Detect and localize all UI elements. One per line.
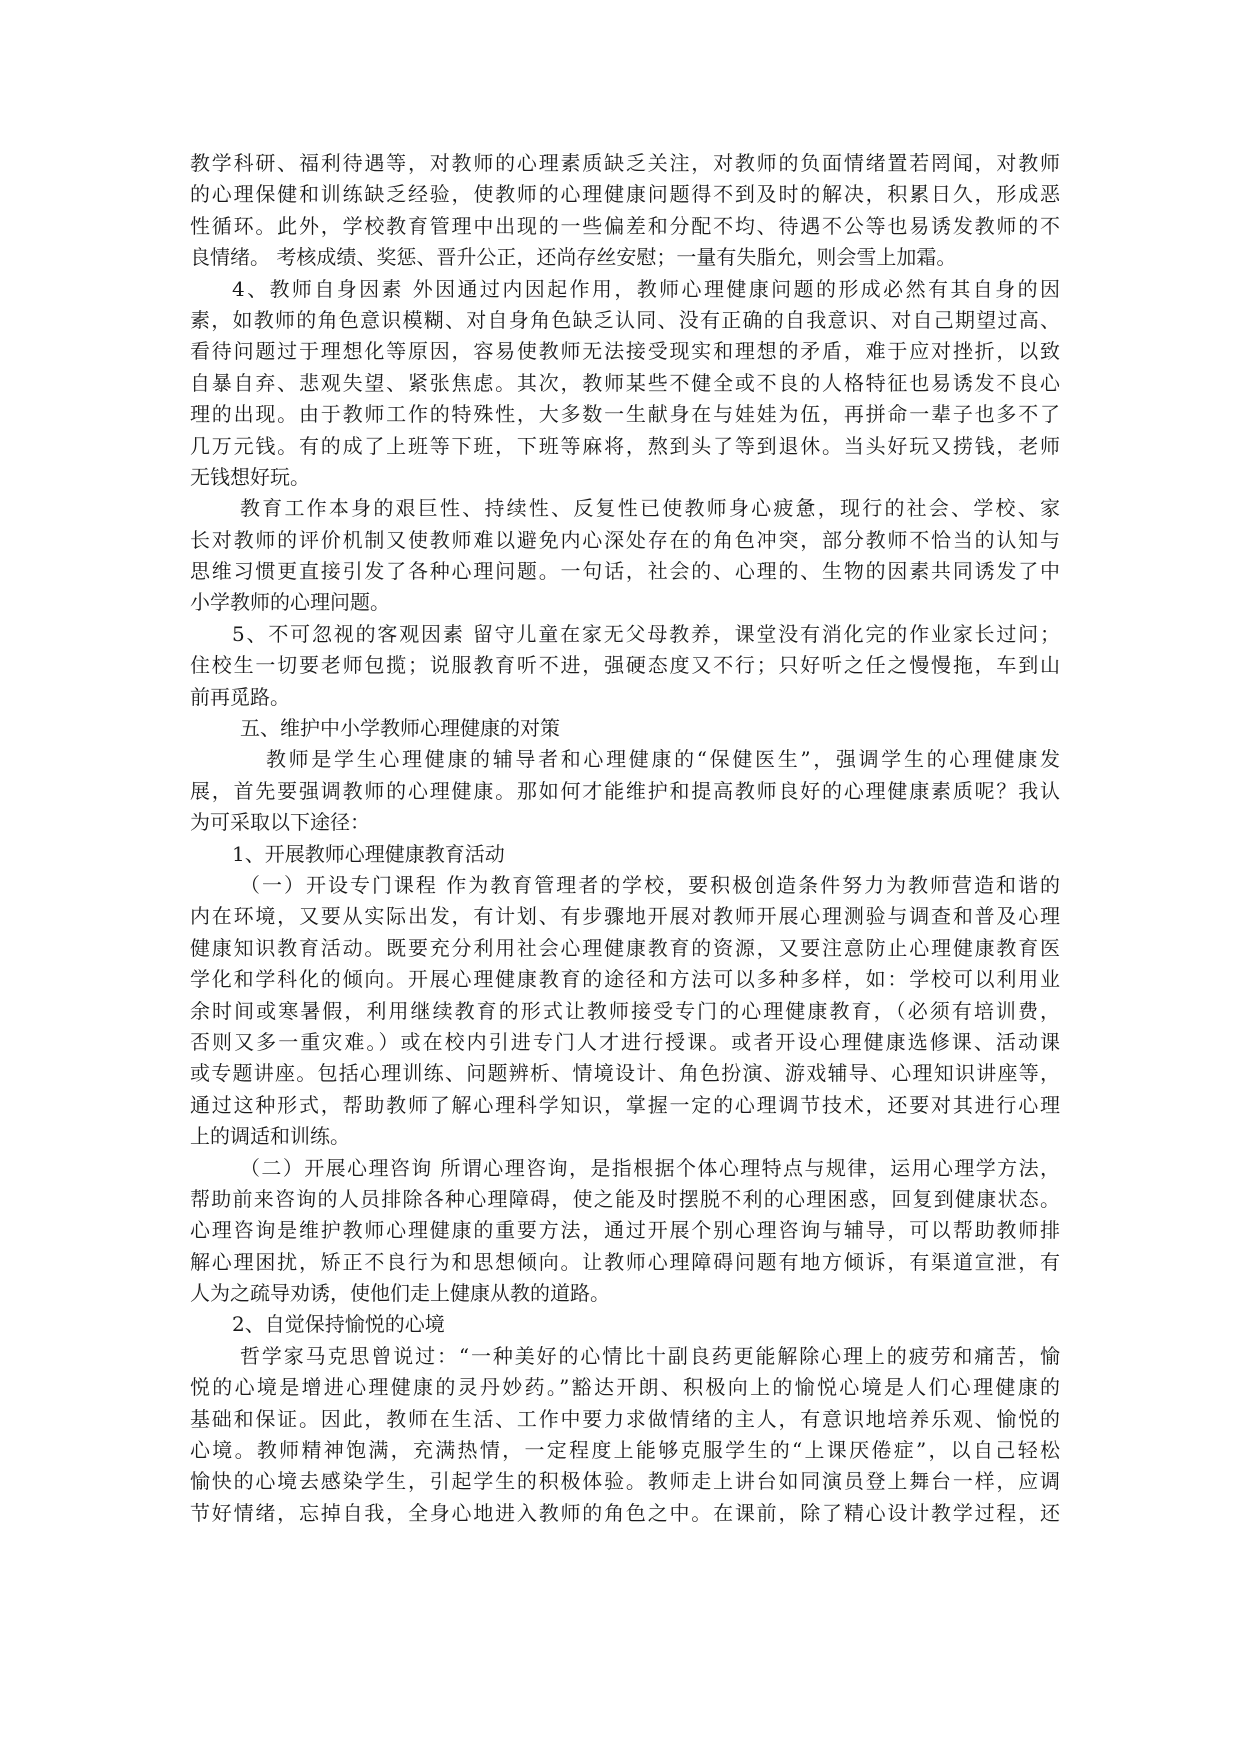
text-line: 住校生一切要老师包揽；说服教育听不进，强硬态度又不行；只好听之任之慢慢拖，车到山 [190, 653, 1060, 678]
text-line: 性循环。此外，学校教育管理中出现的一些偏差和分配不均、待遇不公等也易诱发教师的不 [190, 213, 1060, 238]
text-line: 理的出现。由于教师工作的特殊性，大多数一生献身在与娃娃为伍，再拼命一辈子也多不了 [190, 402, 1060, 427]
text-line: 健康知识教育活动。既要充分利用社会心理健康教育的资源，又要注意防止心理健康教育医 [190, 935, 1060, 960]
text-line: 的心理保健和训练缺乏经验，使教师的心理健康问题得不到及时的解决，积累日久，形成恶 [190, 182, 1060, 207]
section-heading-line: 4、教师自身因素 外因通过内因起作用，教师心理健康问题的形成必然有其自身的因 [232, 276, 1060, 301]
document-page [190, 148, 1060, 1529]
section-heading-line: 5、不可忽视的客观因素 留守儿童在家无父母教养，课堂没有消化完的作业家长过问； [232, 621, 1060, 646]
text-line: 心理咨询是维护教师心理健康的重要方法，通过开展个别心理咨询与辅导，可以帮助教师排 [190, 1218, 1060, 1243]
text-line: 展，首先要强调教师的心理健康。那如何才能维护和提高教师良好的心理健康素质呢？我认 [190, 778, 1060, 803]
text-line: 长对教师的评价机制又使教师难以避免内心深处存在的角色冲突，部分教师不恰当的认知与 [190, 527, 1060, 552]
text-line: 无钱想好玩。 [190, 464, 310, 489]
text-line: 节好情绪，忘掉自我，全身心地进入教师的角色之中。在课前，除了精心设计教学过程，还 [190, 1500, 1060, 1525]
text-line: 上的调适和训练。 [190, 1124, 350, 1149]
text-line: 思维习惯更直接引发了各种心理问题。一句话，社会的、心理的、生物的因素共同诱发了中 [190, 559, 1060, 584]
text-line: 几万元钱。有的成了上班等下班，下班等麻将，熬到头了等到退休。当头好玩又捞钱，老师 [190, 433, 1060, 458]
paragraph-start-line: 哲学家马克思曾说过：“一种美好的心情比十副良药更能解除心理上的疲劳和痛苦，愉 [240, 1343, 1060, 1368]
text-line: 看待问题过于理想化等原因，容易使教师无法接受现实和理想的矛盾，难于应对挫折，以致 [190, 339, 1060, 364]
text-line: 前再觅路。 [190, 684, 290, 709]
section-heading-line: 1、开展教师心理健康教育活动 [232, 841, 505, 866]
text-line: 小学教师的心理问题。 [190, 590, 390, 615]
text-line: 心境。教师精神饱满，充满热情，一定程度上能够克服学生的“上课厌倦症”，以自己轻松 [190, 1438, 1060, 1463]
text-line: 自暴自弃、悲观失望、紧张焦虑。其次，教师某些不健全或不良的人格特征也易诱发不良心 [190, 370, 1060, 395]
paragraph-start-line: 教师是学生心理健康的辅导者和心理健康的“保健医生”，强调学生的心理健康发 [266, 747, 1060, 772]
text-line: 学化和学科化的倾向。开展心理健康教育的途径和方法可以多种多样，如：学校可以利用业 [190, 967, 1060, 992]
text-line: 愉快的心境去感染学生，引起学生的积极体验。教师走上讲台如同演员登上舞台一样，应调 [190, 1469, 1060, 1494]
text-line: 帮助前来咨询的人员排除各种心理障碍，使之能及时摆脱不利的心理困惑，回复到健康状态。 [190, 1186, 1060, 1211]
text-line: 通过这种形式，帮助教师了解心理科学知识，掌握一定的心理调节技术，还要对其进行心理 [190, 1092, 1060, 1117]
text-line: 良情绪。 考核成绩、奖惩、晋升公正，还尚存丝安慰；一量有失脂允，则会雪上加霜。 [190, 245, 957, 270]
text-line: 为可采取以下途径： [190, 810, 370, 835]
text-line: 余时间或寒暑假，利用继续教育的形式让教师接受专门的心理健康教育，（必须有培训费， [190, 998, 1060, 1023]
text-line: 教学科研、福利待遇等，对教师的心理素质缺乏关注，对教师的负面情绪置若罔闻，对教师 [190, 151, 1060, 175]
text-line: 素，如教师的角色意识模糊、对自身角色缺乏认同、没有正确的自我意识、对自己期望过高、 [190, 307, 1060, 332]
subsection-heading-line: （一）开设专门课程 作为教育管理者的学校，要积极创造条件努力为教师营造和谐的 [240, 872, 1060, 897]
text-line: 内在环境，又要从实际出发，有计划、有步骤地开展对教师开展心理测验与调查和普及心理 [190, 904, 1060, 929]
text-line: 解心理困扰，矫正不良行为和思想倾向。让教师心理障碍问题有地方倾诉，有渠道宣泄，有 [190, 1249, 1060, 1274]
chapter-heading: 五、维护中小学教师心理健康的对策 [240, 716, 560, 741]
text-line: 悦的心境是增进心理健康的灵丹妙药。”豁达开朗、积极向上的愉悦心境是人们心理健康的 [190, 1375, 1060, 1400]
text-line: 否则又多一重灾难。）或在校内引进专门人才进行授课。或者开设心理健康选修课、活动课 [190, 1029, 1060, 1054]
text-line: 基础和保证。因此，教师在生活、工作中要力求做情绪的主人，有意识地培养乐观、愉悦的 [190, 1406, 1060, 1431]
subsection-heading-line: （二）开展心理咨询 所谓心理咨询，是指根据个体心理特点与规律，运用心理学方法， [240, 1155, 1060, 1180]
text-line: 或专题讲座。包括心理训练、问题辨析、情境设计、角色扮演、游戏辅导、心理知识讲座等， [190, 1061, 1060, 1086]
text-line: 人为之疏导劝诱，使他们走上健康从教的道路。 [190, 1281, 610, 1306]
section-heading-line: 2、自觉保持愉悦的心境 [232, 1312, 445, 1337]
paragraph-start-line: 教育工作本身的艰巨性、持续性、反复性已使教师身心疲惫，现行的社会、学校、家 [240, 496, 1060, 521]
